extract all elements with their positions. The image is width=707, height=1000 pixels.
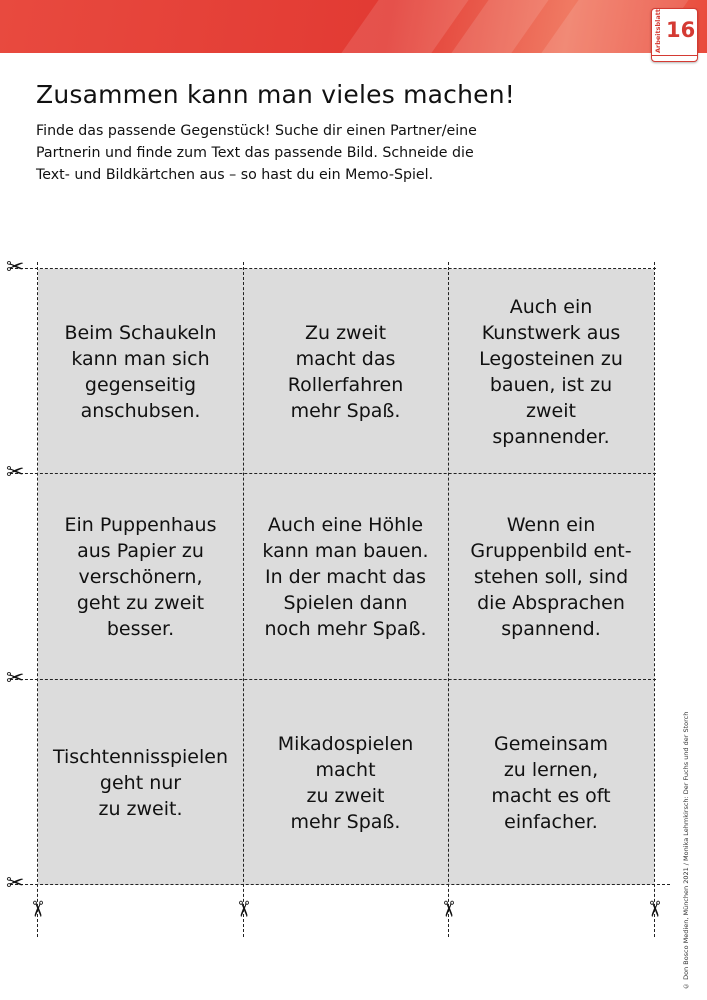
card-line: Gemeinsam xyxy=(494,732,608,755)
card-line: Mikadospielen xyxy=(277,732,414,755)
banner-stripe xyxy=(451,0,548,53)
card-line: Ein Puppenhaus xyxy=(64,514,217,536)
scissors-icon: ✂ xyxy=(6,460,25,485)
cut-line-vertical xyxy=(243,262,244,937)
memo-card[interactable] xyxy=(38,269,243,474)
header-banner xyxy=(0,0,707,53)
banner-stripe xyxy=(341,0,468,53)
card-line: geht zu zweit xyxy=(76,592,205,614)
memo-card[interactable] xyxy=(448,474,654,680)
card-line: macht es oft xyxy=(491,784,611,807)
card-line: macht xyxy=(315,758,376,781)
card-line: kann man bauen. xyxy=(262,540,429,562)
card-line: Kunstwerk aus xyxy=(481,321,621,344)
card-line: Tischtennisspielen xyxy=(52,745,229,768)
card-line: stehen soll, sind xyxy=(473,566,629,588)
cut-line-vertical xyxy=(37,262,38,937)
worksheet-badge xyxy=(651,8,698,62)
scissors-icon: ✂ xyxy=(24,899,50,919)
card-line: Auch eine Höhle xyxy=(267,514,424,536)
memo-card[interactable] xyxy=(38,474,243,680)
instruction-line: Text- und Bildkärtchen aus – so hast du ein Memo-Spiel. xyxy=(36,167,434,183)
card-line: anschubsen. xyxy=(80,399,201,422)
card-line: Legosteinen zu xyxy=(479,347,623,370)
scissors-icon: ✂ xyxy=(6,666,25,691)
scissors-icon: ✂ xyxy=(230,899,256,919)
card-line: mehr Spaß. xyxy=(290,399,401,422)
card-line: einfacher. xyxy=(504,810,598,833)
card-line: mehr Spaß. xyxy=(290,810,401,833)
memo-card[interactable] xyxy=(448,680,654,885)
badge-label: Arbeitsblatt xyxy=(654,9,662,53)
card-line: In der macht das xyxy=(264,566,427,588)
card-line: bauen, ist zu xyxy=(489,373,613,396)
card-line: kann man sich xyxy=(71,347,210,370)
memo-card[interactable] xyxy=(38,680,243,885)
card-line: zu zweit xyxy=(306,784,385,807)
card-line: besser. xyxy=(106,618,175,640)
cut-line-horizontal xyxy=(10,473,656,474)
cut-line-horizontal xyxy=(10,679,656,680)
card-grid xyxy=(38,269,654,885)
scissors-icon: ✂ xyxy=(6,255,25,280)
card-line: macht das xyxy=(295,347,396,370)
instruction-line: Partnerin und finde zum Text das passende Bild. Schneide die xyxy=(36,145,474,161)
memo-card[interactable] xyxy=(243,474,448,680)
card-line: Beim Schaukeln xyxy=(64,321,217,344)
instruction-line: Finde das passende Gegenstück! Suche dir einen Partner/eine xyxy=(36,123,477,139)
instructions xyxy=(36,120,556,186)
card-line: Gruppenbild ent- xyxy=(470,540,632,562)
card-line: noch mehr Spaß. xyxy=(264,618,427,640)
scissors-icon: ✂ xyxy=(6,871,25,896)
card-line: spannender. xyxy=(492,425,610,448)
card-line: Auch ein xyxy=(509,295,593,318)
card-line: zu lernen, xyxy=(503,758,599,781)
memo-card[interactable] xyxy=(243,269,448,474)
card-line: zu zweit. xyxy=(98,797,183,820)
copyright-notice: © Don Bosco Medien, München 2021 / Monika Lehmkirsch: Der Fuchs und der Storch xyxy=(682,711,690,990)
card-line: aus Papier zu xyxy=(77,540,204,562)
badge-page-curl xyxy=(652,55,697,62)
memo-card[interactable] xyxy=(243,680,448,885)
scissors-icon: ✂ xyxy=(641,899,667,919)
cut-line-horizontal xyxy=(10,268,656,269)
card-line: Spielen dann xyxy=(283,592,408,614)
memo-card[interactable] xyxy=(448,269,654,474)
card-line: verschönern, xyxy=(78,566,203,588)
badge-number: 16 xyxy=(666,18,696,42)
card-line: Zu zweit xyxy=(304,321,387,344)
card-line: Wenn ein xyxy=(506,514,596,536)
page-title: Zusammen kann man vieles machen! xyxy=(36,80,515,109)
card-line: gegenseitig xyxy=(84,373,197,396)
card-line: die Absprachen xyxy=(477,592,625,614)
scissors-icon: ✂ xyxy=(435,899,461,919)
card-line: geht nur xyxy=(99,771,182,794)
card-line: Rollerfahren xyxy=(287,373,404,396)
cut-line-horizontal xyxy=(10,884,670,885)
card-line: spannend. xyxy=(501,618,601,640)
cut-line-vertical xyxy=(448,262,449,937)
cut-line-vertical xyxy=(654,262,655,937)
card-line: zweit xyxy=(526,399,576,422)
